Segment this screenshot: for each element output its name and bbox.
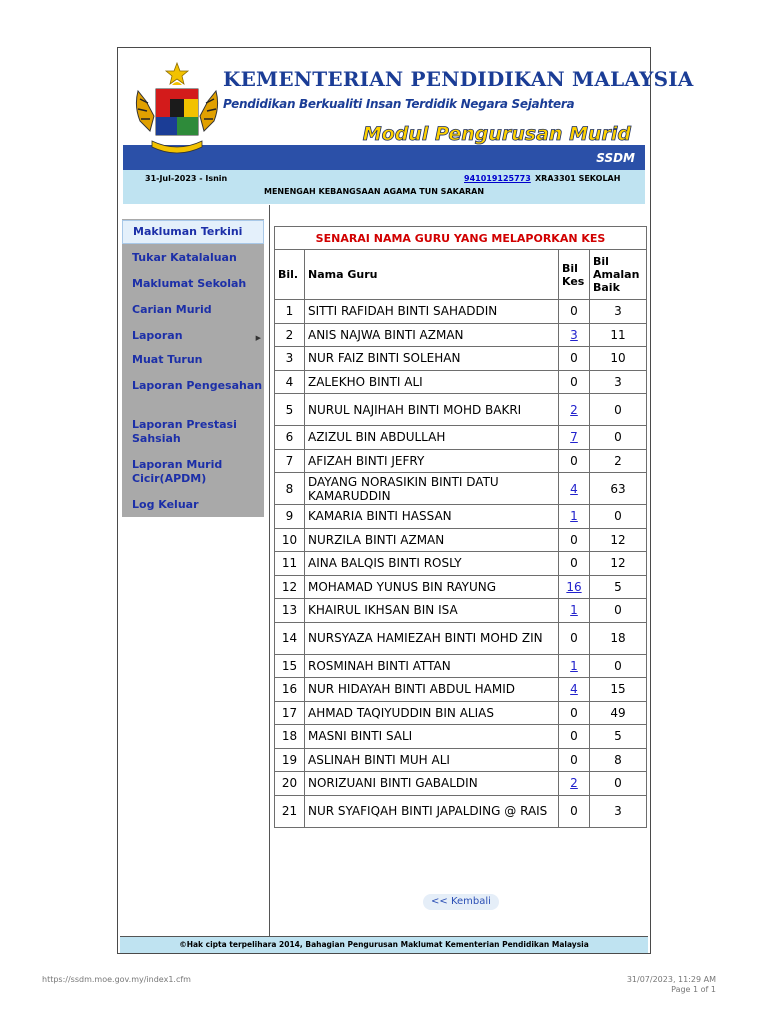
- row-bil-amalan-baik: 3: [590, 370, 647, 394]
- row-bil-amalan-baik: 5: [590, 575, 647, 599]
- row-bil: 15: [275, 654, 305, 678]
- row-bil-amalan-baik: 3: [590, 300, 647, 324]
- table-row: [275, 795, 647, 827]
- row-bil: 18: [275, 725, 305, 749]
- row-bil: 4: [275, 370, 305, 394]
- column-header-bil-amalan-baik: Bil Amalan Baik: [590, 250, 647, 300]
- row-bil-kes: [559, 701, 590, 725]
- row-bil: 2: [275, 323, 305, 347]
- row-bil-amalan-baik: 10: [590, 347, 647, 371]
- school-id-link[interactable]: 941019125773: [464, 174, 531, 183]
- row-bil-kes[interactable]: [559, 473, 590, 505]
- kes-count-link[interactable]: 7: [570, 430, 578, 445]
- row-bil-amalan-baik: 15: [590, 678, 647, 702]
- row-bil-amalan-baik: 8: [590, 748, 647, 772]
- row-bil-kes: [559, 622, 590, 654]
- table-row: [275, 473, 647, 505]
- row-bil-kes: [559, 347, 590, 371]
- column-header-bil: Bil.: [275, 250, 305, 300]
- row-nama-guru: ANIS NAJWA BINTI AZMAN: [305, 323, 559, 347]
- row-bil-kes: [559, 795, 590, 827]
- sidebar-item-log-keluar[interactable]: Log Keluar: [132, 498, 199, 511]
- kes-count: 0: [570, 453, 578, 468]
- row-nama-guru: ROSMINAH BINTI ATTAN: [305, 654, 559, 678]
- sidebar-item-tukar-katalaluan[interactable]: Tukar Katalaluan: [132, 251, 237, 264]
- kes-count-link[interactable]: 4: [570, 481, 578, 496]
- kes-count-link[interactable]: 1: [570, 603, 578, 618]
- row-bil-amalan-baik: 2: [590, 449, 647, 473]
- row-nama-guru: NORIZUANI BINTI GABALDIN: [305, 772, 559, 796]
- row-bil-amalan-baik: 3: [590, 795, 647, 827]
- row-bil-kes[interactable]: [559, 599, 590, 623]
- row-bil-kes: [559, 300, 590, 324]
- row-nama-guru: KHAIRUL IKHSAN BIN ISA: [305, 599, 559, 623]
- row-bil-kes[interactable]: [559, 394, 590, 426]
- kes-count-link[interactable]: 1: [570, 658, 578, 673]
- row-bil: 16: [275, 678, 305, 702]
- row-bil-amalan-baik: 11: [590, 323, 647, 347]
- table-row: [275, 426, 647, 450]
- kes-count: 0: [570, 304, 578, 319]
- row-bil-amalan-baik: 0: [590, 394, 647, 426]
- row-bil-kes: [559, 725, 590, 749]
- kes-count: 0: [570, 631, 578, 645]
- row-nama-guru: KAMARIA BINTI HASSAN: [305, 505, 559, 529]
- row-nama-guru: NUR FAIZ BINTI SOLEHAN: [305, 347, 559, 371]
- kes-count: 0: [570, 705, 578, 720]
- kes-count-link[interactable]: 2: [570, 402, 578, 417]
- table-row: [275, 394, 647, 426]
- row-bil-kes: [559, 748, 590, 772]
- print-url: https://ssdm.moe.gov.my/index1.cfm: [42, 975, 191, 984]
- row-nama-guru: ASLINAH BINTI MUH ALI: [305, 748, 559, 772]
- info-bar: [123, 170, 645, 204]
- row-bil-amalan-baik: 12: [590, 528, 647, 552]
- table-body: [275, 300, 647, 828]
- sidebar-item-label: Laporan: [132, 329, 183, 342]
- row-bil-kes: [559, 449, 590, 473]
- system-name: SSDM: [596, 151, 635, 165]
- table-row: [275, 370, 647, 394]
- row-bil: 10: [275, 528, 305, 552]
- row-nama-guru: AINA BALQIS BINTI ROSLY: [305, 552, 559, 576]
- kes-count: 0: [570, 556, 578, 571]
- kes-count: 0: [570, 532, 578, 547]
- row-nama-guru: ZALEKHO BINTI ALI: [305, 370, 559, 394]
- row-bil: 17: [275, 701, 305, 725]
- row-bil-kes[interactable]: [559, 426, 590, 450]
- row-nama-guru: NURSYAZA HAMIEZAH BINTI MOHD ZIN: [305, 622, 559, 654]
- row-bil: 5: [275, 394, 305, 426]
- row-bil: 7: [275, 449, 305, 473]
- table-row: [275, 599, 647, 623]
- kes-count: 0: [570, 351, 578, 366]
- row-bil: 19: [275, 748, 305, 772]
- sidebar-item-laporan-murid-cicir[interactable]: Laporan Murid Cicir(APDM): [132, 458, 223, 485]
- row-nama-guru: AFIZAH BINTI JEFRY: [305, 449, 559, 473]
- table-row: [275, 748, 647, 772]
- sidebar-item-makluman-terkini[interactable]: Makluman Terkini: [122, 220, 264, 244]
- table-row: [275, 300, 647, 324]
- triangle-right-icon: ▶: [255, 334, 261, 342]
- row-bil-kes[interactable]: [559, 575, 590, 599]
- row-nama-guru: NUR SYAFIQAH BINTI JAPALDING @ RAIS: [305, 795, 559, 827]
- kes-count-link[interactable]: 16: [566, 579, 582, 594]
- table-row: [275, 347, 647, 371]
- table-row: [275, 575, 647, 599]
- kes-count: 0: [570, 374, 578, 389]
- row-bil-amalan-baik: 49: [590, 701, 647, 725]
- print-timestamp: 31/07/2023, 11:29 AM: [626, 975, 716, 984]
- table-row: [275, 323, 647, 347]
- column-divider: [269, 205, 270, 937]
- row-bil-amalan-baik: 63: [590, 473, 647, 505]
- row-bil-kes[interactable]: [559, 505, 590, 529]
- row-bil: 20: [275, 772, 305, 796]
- row-bil: 21: [275, 795, 305, 827]
- current-date: 31-Jul-2023 - Isnin: [145, 174, 228, 183]
- kes-count-link[interactable]: 4: [570, 682, 578, 697]
- table-row: [275, 772, 647, 796]
- teacher-case-table: [274, 226, 647, 828]
- column-header-bil-kes: Bil Kes: [559, 250, 590, 300]
- sidebar-item-laporan[interactable]: [122, 329, 264, 343]
- row-nama-guru: NURZILA BINTI AZMAN: [305, 528, 559, 552]
- row-bil: 8: [275, 473, 305, 505]
- row-bil-kes[interactable]: [559, 772, 590, 796]
- row-bil-amalan-baik: 18: [590, 622, 647, 654]
- row-bil-kes: [559, 552, 590, 576]
- kes-count: 0: [570, 729, 578, 744]
- row-bil-amalan-baik: 5: [590, 725, 647, 749]
- table-row: [275, 654, 647, 678]
- school-name: MENENGAH KEBANGSAAN AGAMA TUN SAKARAN: [264, 187, 485, 196]
- row-bil: 1: [275, 300, 305, 324]
- sidebar-item-carian-murid[interactable]: Carian Murid: [132, 303, 212, 316]
- row-nama-guru: SITTI RAFIDAH BINTI SAHADDIN: [305, 300, 559, 324]
- table-row: [275, 528, 647, 552]
- table-row: [275, 678, 647, 702]
- row-bil-amalan-baik: 0: [590, 505, 647, 529]
- kes-count-link[interactable]: 2: [570, 776, 578, 791]
- sidebar-item-muat-turun[interactable]: Muat Turun: [132, 353, 203, 366]
- row-nama-guru: NURUL NAJIHAH BINTI MOHD BAKRI: [305, 394, 559, 426]
- school-code: XRA3301 SEKOLAH: [535, 174, 621, 183]
- row-nama-guru: DAYANG NORASIKIN BINTI DATU KAMARUDDIN: [305, 473, 559, 505]
- kes-count-link[interactable]: 3: [570, 327, 578, 342]
- sidebar-item-maklumat-sekolah[interactable]: Maklumat Sekolah: [132, 277, 247, 290]
- table-row: [275, 505, 647, 529]
- page-frame: [117, 47, 694, 954]
- module-title: Modul Pengurusan Murid: [362, 123, 631, 145]
- row-nama-guru: NUR HIDAYAH BINTI ABDUL HAMID: [305, 678, 559, 702]
- row-nama-guru: MOHAMAD YUNUS BIN RAYUNG: [305, 575, 559, 599]
- row-bil-amalan-baik: 0: [590, 654, 647, 678]
- row-bil: 3: [275, 347, 305, 371]
- row-bil: 14: [275, 622, 305, 654]
- print-page-number: Page 1 of 1: [671, 985, 716, 994]
- table-row: [275, 449, 647, 473]
- row-bil-kes[interactable]: [559, 678, 590, 702]
- row-bil: 11: [275, 552, 305, 576]
- row-bil-amalan-baik: 0: [590, 599, 647, 623]
- ministry-title: KEMENTERIAN PENDIDIKAN MALAYSIA: [223, 67, 694, 91]
- column-header-nama-guru: Nama Guru: [305, 250, 559, 300]
- row-bil: 13: [275, 599, 305, 623]
- copyright-footer: ©Hak cipta terpelihara 2014, Bahagian Pengurusan Maklumat Kementerian Pendidikan Malaysia: [120, 936, 648, 953]
- row-nama-guru: AZIZUL BIN ABDULLAH: [305, 426, 559, 450]
- row-nama-guru: AHMAD TAQIYUDDIN BIN ALIAS: [305, 701, 559, 725]
- row-bil-amalan-baik: 12: [590, 552, 647, 576]
- row-bil-kes: [559, 528, 590, 552]
- table-title: SENARAI NAMA GURU YANG MELAPORKAN KES: [275, 227, 647, 250]
- row-nama-guru: MASNI BINTI SALI: [305, 725, 559, 749]
- row-bil-kes[interactable]: [559, 323, 590, 347]
- sidebar-item-laporan-prestasi-sahsiah[interactable]: Laporan Prestasi Sahsiah: [132, 418, 237, 445]
- row-bil-amalan-baik: 0: [590, 426, 647, 450]
- row-bil-kes[interactable]: [559, 654, 590, 678]
- sidebar-menu: [122, 219, 264, 517]
- table-row: [275, 725, 647, 749]
- row-bil: 9: [275, 505, 305, 529]
- sidebar-item-laporan-pengesahan[interactable]: Laporan Pengesahan: [132, 379, 263, 392]
- kes-count: 0: [570, 752, 578, 767]
- row-bil: 12: [275, 575, 305, 599]
- table-row: [275, 701, 647, 725]
- back-button[interactable]: << Kembali: [423, 894, 499, 910]
- row-bil: 6: [275, 426, 305, 450]
- table-row: [275, 552, 647, 576]
- kes-count: 0: [570, 804, 578, 818]
- row-bil-kes: [559, 370, 590, 394]
- ministry-tagline: Pendidikan Berkualiti Insan Terdidik Negara Sejahtera: [223, 97, 575, 111]
- header-banner: [123, 53, 694, 170]
- coat-of-arms-icon: [132, 61, 222, 161]
- row-bil-amalan-baik: 0: [590, 772, 647, 796]
- table-row: [275, 622, 647, 654]
- kes-count-link[interactable]: 1: [570, 509, 578, 524]
